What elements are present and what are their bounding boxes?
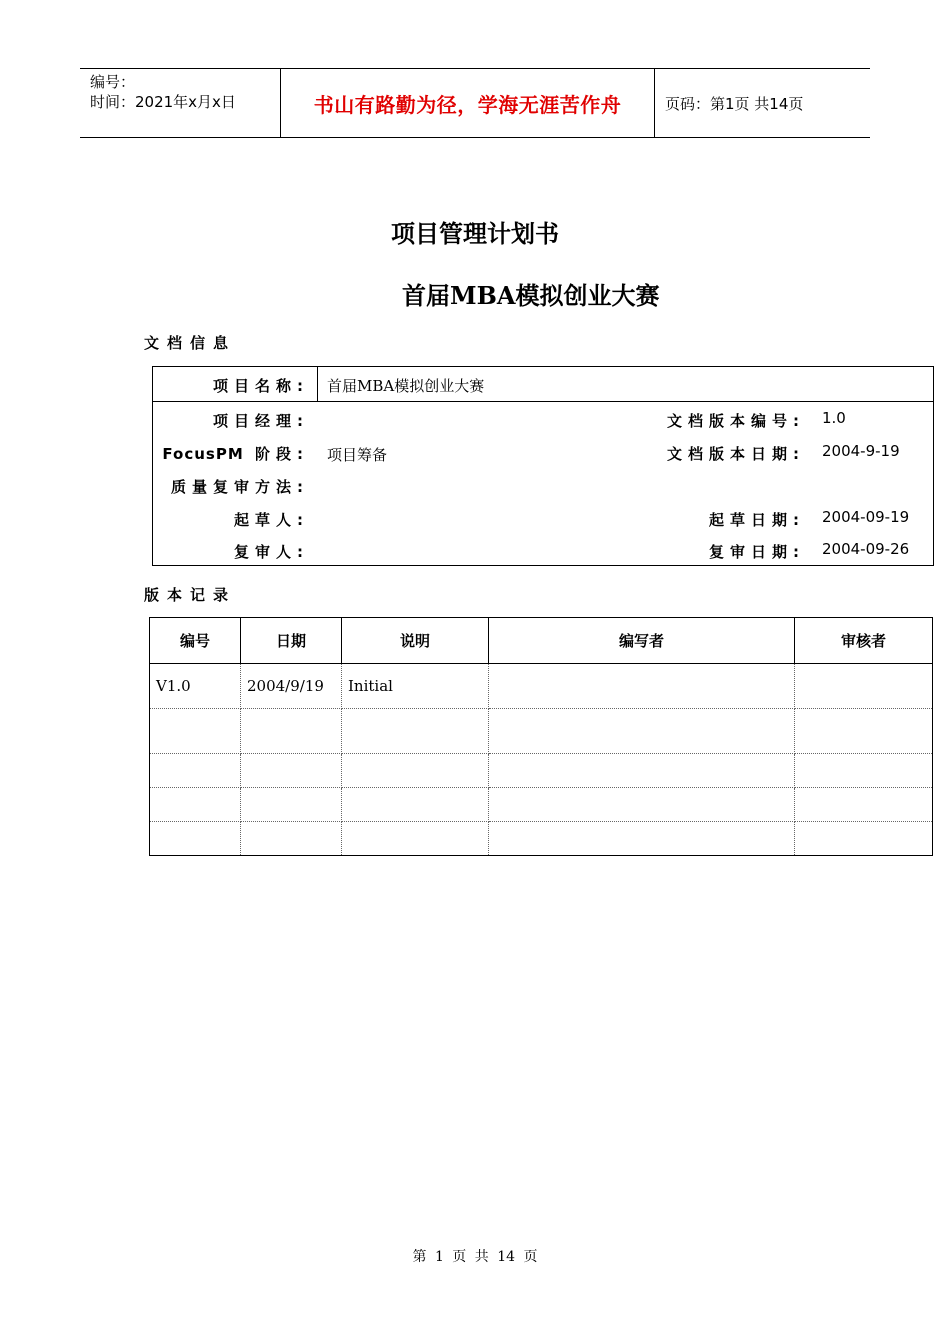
col-header-reviewer: 审核者 [795, 618, 933, 664]
col-header-number: 编号 [150, 618, 241, 664]
table-row [150, 754, 933, 788]
version-no-value: 1.0 [822, 409, 846, 427]
cell-reviewer [795, 788, 933, 822]
cell-number [150, 754, 241, 788]
document-subtitle [402, 276, 659, 311]
cell-description [342, 822, 489, 856]
version-table-header [150, 618, 933, 664]
header-motto-cell [281, 69, 655, 137]
pm-label: 项目经理: [213, 412, 309, 430]
header-page-cell [655, 69, 870, 137]
cell-description [342, 709, 489, 754]
review-date-label: 复审日期: [709, 543, 805, 561]
doc-time-label: 时间：2021年x月x日 [90, 93, 236, 111]
table-row [150, 788, 933, 822]
page-header [80, 68, 870, 138]
col-header-date: 日期 [241, 618, 342, 664]
version-no-label: 文档版本编号: [667, 412, 805, 430]
table-row [150, 664, 933, 709]
review-date-value: 2004-09-26 [822, 540, 910, 558]
draft-date-value: 2004-09-19 [822, 508, 910, 526]
version-date-label: 文档版本日期: [667, 445, 805, 463]
subtitle-part-2: 模拟创业大赛 [515, 281, 660, 310]
col-header-description: 说明 [342, 618, 489, 664]
cell-date [241, 788, 342, 822]
stage-value: 项目筹备 [327, 446, 388, 464]
stage-label-prefix: FocusPM [162, 445, 244, 463]
cell-date [241, 822, 342, 856]
project-name-row [153, 367, 933, 402]
cell-author [489, 822, 795, 856]
stage-label: 阶段: [255, 445, 309, 463]
qa-method-label: 质量复审方法: [171, 478, 309, 496]
cell-number: V1.0 [150, 664, 241, 709]
cell-number [150, 709, 241, 754]
cell-date [241, 754, 342, 788]
cell-reviewer [795, 664, 933, 709]
doc-info-heading: 文档信息 [144, 334, 237, 352]
reviewer-label: 复审人: [234, 543, 309, 561]
cell-author [489, 754, 795, 788]
cell-author [489, 788, 795, 822]
cell-reviewer [795, 754, 933, 788]
draft-date-label: 起草日期: [709, 511, 805, 529]
cell-number [150, 788, 241, 822]
header-page-info: 页码：第1页 共14页 [665, 94, 804, 113]
cell-description [342, 788, 489, 822]
doc-info-table [152, 366, 934, 566]
cell-date [241, 709, 342, 754]
table-row [150, 822, 933, 856]
version-record-table [149, 617, 933, 856]
header-meta [80, 69, 281, 137]
cell-date: 2004/9/19 [241, 664, 342, 709]
drafter-label: 起草人: [234, 511, 309, 529]
stage-label-row [162, 443, 309, 464]
doc-number-label: 编号： [90, 73, 136, 91]
col-header-author: 编写者 [489, 618, 795, 664]
document-title: 项目管理计划书 [391, 219, 559, 248]
version-date-value: 2004-9-19 [822, 442, 900, 460]
cell-reviewer [795, 709, 933, 754]
table-row [150, 709, 933, 754]
cell-number [150, 822, 241, 856]
version-record-heading: 版本记录 [144, 586, 237, 604]
cell-description: Initial [342, 664, 489, 709]
cell-author [489, 664, 795, 709]
cell-author [489, 709, 795, 754]
header-motto: 书山有路勤为径，学海无涯苦作舟 [313, 92, 622, 117]
subtitle-part-1: 首届MBA [402, 281, 516, 310]
project-name-value: 首届MBA模拟创业大赛 [327, 377, 485, 395]
project-name-label: 项目名称: [213, 377, 309, 395]
cell-description [342, 754, 489, 788]
cell-reviewer [795, 822, 933, 856]
page-footer: 第 1 页 共 14 页 [412, 1249, 538, 1265]
